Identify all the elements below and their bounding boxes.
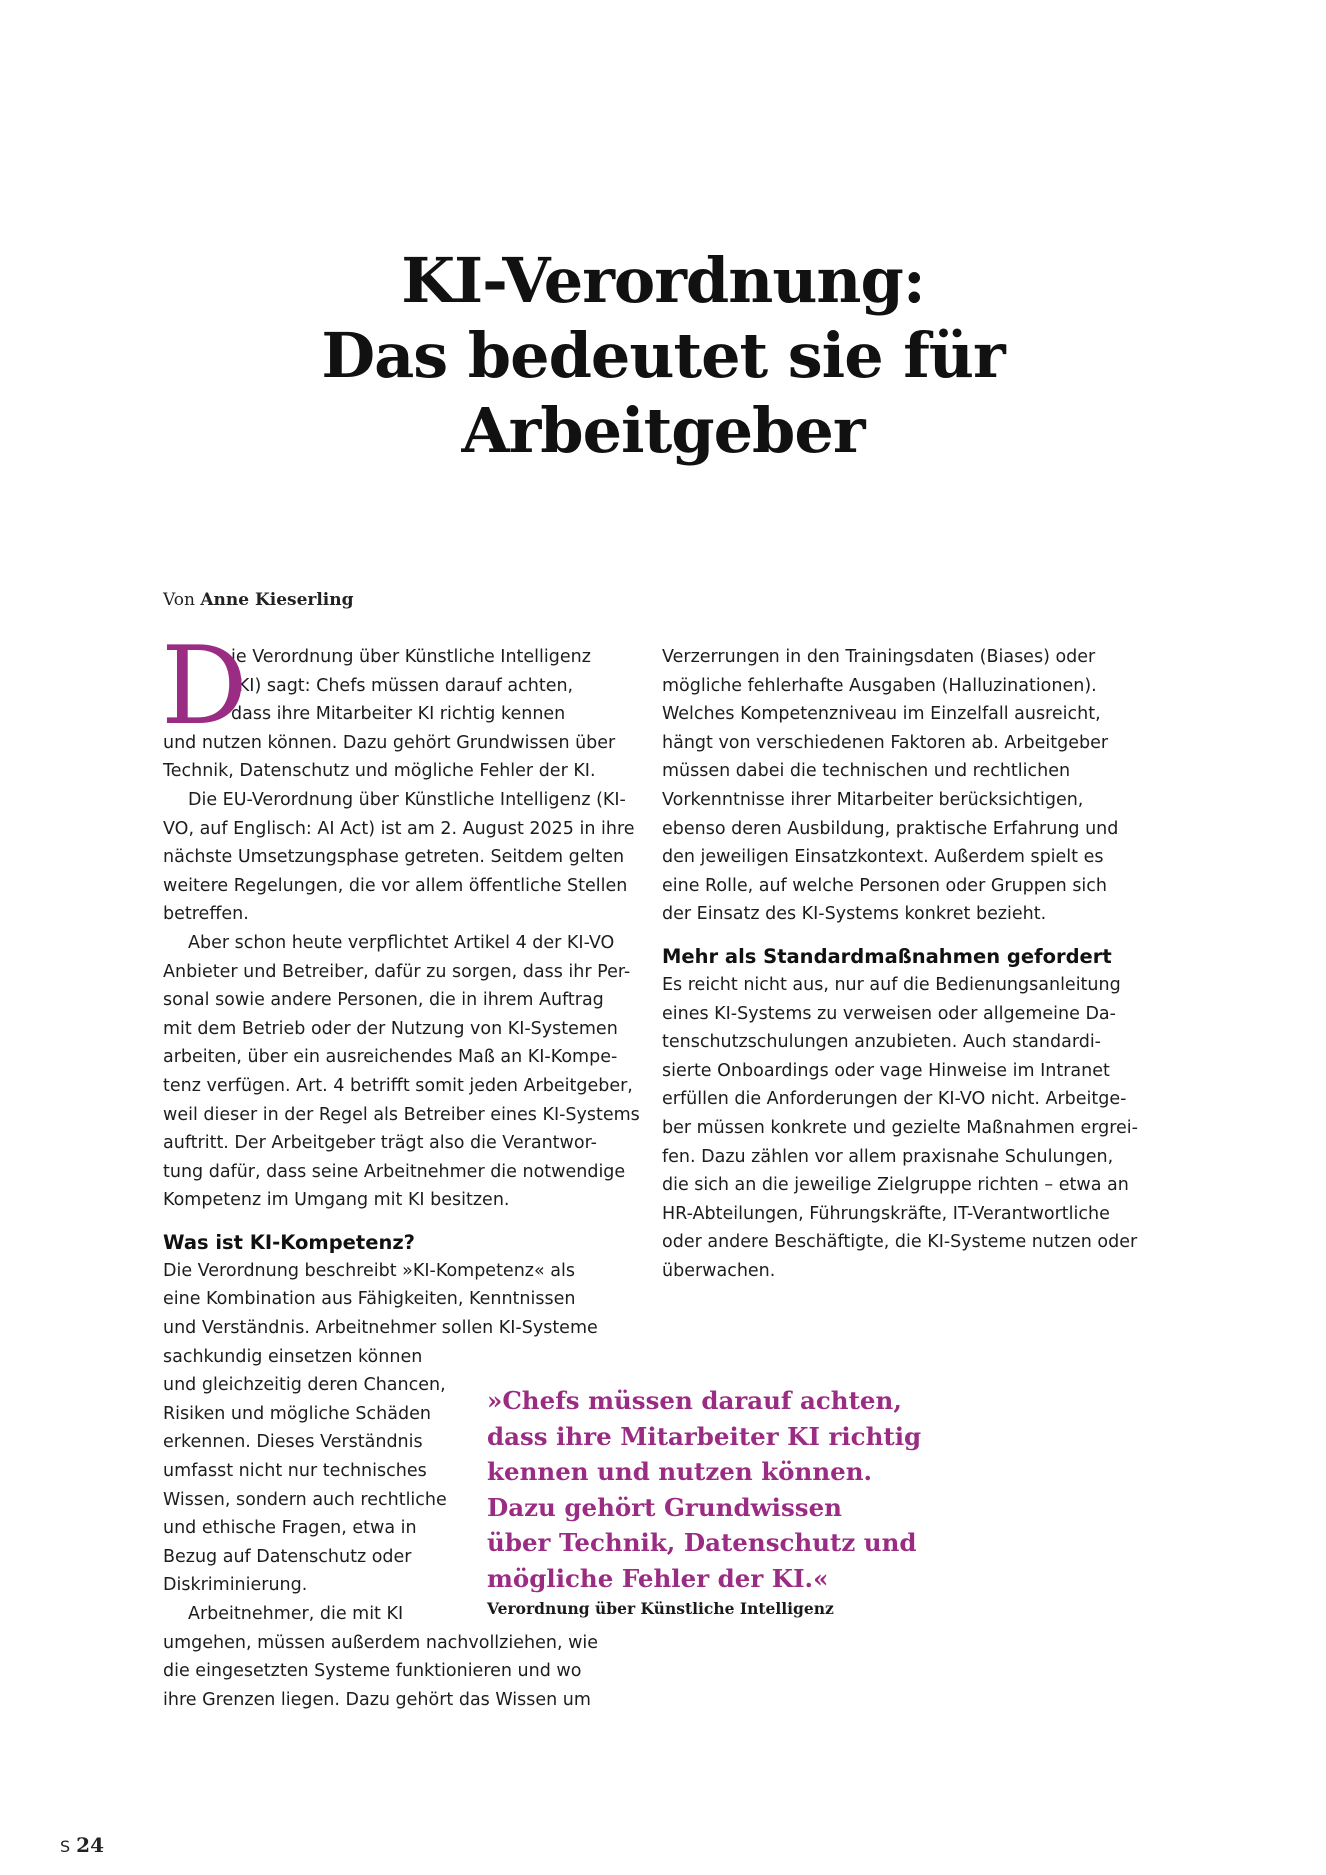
quote-line: dass ihre Mitarbeiter KI richtig (487, 1421, 922, 1451)
text-line: arbeiten, über ein ausreichendes Maß an KI-Kompe- (163, 1047, 618, 1068)
text-line: Wissen, sondern auch rechtliche (163, 1489, 447, 1510)
paragraph (163, 929, 653, 1215)
text-line: weil dieser in der Regel als Betreiber eines KI-Systems (163, 1104, 640, 1125)
text-line: Kompetenz im Umgang mit KI besitzen. (163, 1190, 510, 1211)
text-line: eine Rolle, auf welche Personen oder Gruppen sich (662, 875, 1108, 896)
spacer (163, 1215, 653, 1229)
text-line: und ethische Fragen, etwa in (163, 1518, 417, 1539)
paragraph (662, 971, 1147, 1286)
text-line: VO, auf Englisch: AI Act) ist am 2. August 2025 in ihre (163, 818, 635, 839)
right-column (662, 643, 1147, 1285)
text-line: sierte Onboardings oder vage Hinweise im Intranet (662, 1060, 1110, 1081)
text-line: Aber schon heute verpflichtet Artikel 4 der KI-VO (188, 932, 615, 953)
text-line: hängt von verschiedenen Faktoren ab. Arbeitgeber (662, 732, 1109, 753)
quote-line: »Chefs müssen darauf achten, (487, 1386, 902, 1415)
page-number (60, 1833, 104, 1857)
quote-line: mögliche Fehler der KI.« (487, 1563, 829, 1593)
text-line: betreffen. (163, 904, 249, 925)
text-line: Anbieter und Betreiber, dafür zu sorgen, dass ihr Per- (163, 961, 631, 982)
paragraph (662, 643, 1147, 929)
text-line: tung dafür, dass seine Arbeitnehmer die notwendige (163, 1161, 626, 1182)
title-line: Das bedeutet sie für (321, 319, 1005, 392)
text-line: Die EU-Verordnung über Künstliche Intelligenz (KI- (188, 789, 626, 810)
quote-line: kennen und nutzen können. (487, 1457, 873, 1486)
text-line: eine Kombination aus Fähigkeiten, Kenntnissen (163, 1289, 576, 1310)
text-line: sachkundig einsetzen können (163, 1346, 423, 1367)
text-line: Es reicht nicht aus, nur auf die Bedienungsanleitung (662, 974, 1121, 995)
text-line: Verzerrungen in den Trainingsdaten (Biases) oder (662, 647, 1096, 667)
text-line: Die Verordnung beschreibt »KI-Kompetenz« als (163, 1260, 575, 1281)
text-line: tenz verfügen. Art. 4 betrifft somit jeden Arbeitgeber, (163, 1075, 633, 1096)
section-heading: Mehr als Standardmaßnahmen gefordert (662, 944, 1112, 968)
article-title (0, 243, 1326, 468)
byline-author: Anne Kieserling (200, 590, 354, 610)
text-line: Arbeitnehmer, die mit KI (188, 1604, 404, 1624)
text-line: mögliche fehlerhafte Ausgaben (Halluzinationen). (662, 675, 1097, 696)
text-line: und nutzen können. Dazu gehört Grundwissen über (163, 732, 616, 753)
text-line: ie Verordnung über Künstliche Intelligenz (231, 647, 591, 667)
text-line: ber müssen konkrete und gezielte Maßnahmen ergrei- (662, 1117, 1138, 1138)
text-line: Risiken und mögliche Schäden (163, 1403, 431, 1424)
text-line: dass ihre Mitarbeiter KI richtig kennen (231, 704, 566, 725)
drop-cap: D (161, 624, 248, 749)
text-line: ebenso deren Ausbildung, praktische Erfahrung und (662, 818, 1119, 839)
text-line: die eingesetzten Systeme funktionieren und wo (163, 1661, 582, 1682)
text-line: fen. Dazu zählen vor allem praxisnahe Schulungen, (662, 1146, 1114, 1167)
paragraph (163, 786, 653, 929)
text-line: oder andere Beschäftigte, die KI-Systeme nutzen oder (662, 1232, 1138, 1253)
text-line: erfüllen die Anforderungen der KI-VO nicht. Arbeitge- (662, 1089, 1127, 1110)
text-line: tenschutzschulungen anzubieten. Auch standardi- (662, 1032, 1101, 1053)
title-line: KI-Verordnung: (401, 244, 925, 317)
page-prefix: S (60, 1837, 71, 1856)
title-line: Arbeitgeber (461, 394, 865, 467)
text-line: ihre Grenzen liegen. Dazu gehört das Wissen um (163, 1689, 591, 1710)
text-line: weitere Regelungen, die vor allem öffentliche Stellen (163, 875, 628, 896)
text-line: mit dem Betrieb oder der Nutzung von KI-Systemen (163, 1018, 618, 1039)
text-line: Technik, Datenschutz und mögliche Fehler der KI. (163, 761, 596, 782)
text-line: überwachen. (662, 1260, 776, 1281)
text-line: Bezug auf Datenschutz oder (163, 1546, 412, 1567)
text-line: Vorkenntnisse ihrer Mitarbeiter berücksichtigen, (662, 789, 1084, 810)
text-line: umgehen, müssen außerdem nachvollziehen, wie (163, 1632, 599, 1653)
text-line: und Verständnis. Arbeitnehmer sollen KI-Systeme (163, 1318, 598, 1339)
text-line: Welches Kompetenzniveau im Einzelfall ausreicht, (662, 704, 1101, 725)
text-line: (KI) sagt: Chefs müssen darauf achten, (231, 675, 574, 696)
quote-line: Dazu gehört Grundwissen (487, 1492, 842, 1522)
text-line: und gleichzeitig deren Chancen, (163, 1375, 446, 1396)
page-number-value: 24 (76, 1833, 104, 1857)
text-line: Diskriminierung. (163, 1575, 308, 1596)
text-line: der Einsatz des KI-Systems konkret bezieht. (662, 904, 1047, 925)
quote-line: über Technik, Datenschutz und (487, 1528, 917, 1557)
text-line: HR-Abteilungen, Führungskräfte, IT-Verantwortliche (662, 1203, 1110, 1224)
text-line: die sich an die jeweilige Zielgruppe richten – etwa an (662, 1175, 1129, 1196)
text-line: sonal sowie andere Personen, die in ihrem Auftrag (163, 990, 604, 1011)
text-line: umfasst nicht nur technisches (163, 1461, 427, 1482)
text-line: eines KI-Systems zu verweisen oder allgemeine Da- (662, 1003, 1116, 1024)
text-line: nächste Umsetzungsphase getreten. Seitdem gelten (163, 847, 625, 868)
text-line: auftritt. Der Arbeitgeber trägt also die Verantwor- (163, 1133, 597, 1154)
text-line: den jeweiligen Einsatzkontext. Außerdem spielt es (662, 847, 1104, 868)
pull-quote (487, 1383, 957, 1620)
section-heading: Was ist KI-Kompetenz? (163, 1230, 415, 1254)
byline-prefix: Von (163, 590, 195, 610)
text-line: erkennen. Dieses Verständnis (163, 1432, 423, 1453)
byline (163, 590, 354, 610)
quote-source: Verordnung über Künstliche Intelligenz (487, 1599, 834, 1618)
text-line: müssen dabei die technischen und rechtlichen (662, 761, 1071, 782)
spacer (662, 929, 1147, 943)
